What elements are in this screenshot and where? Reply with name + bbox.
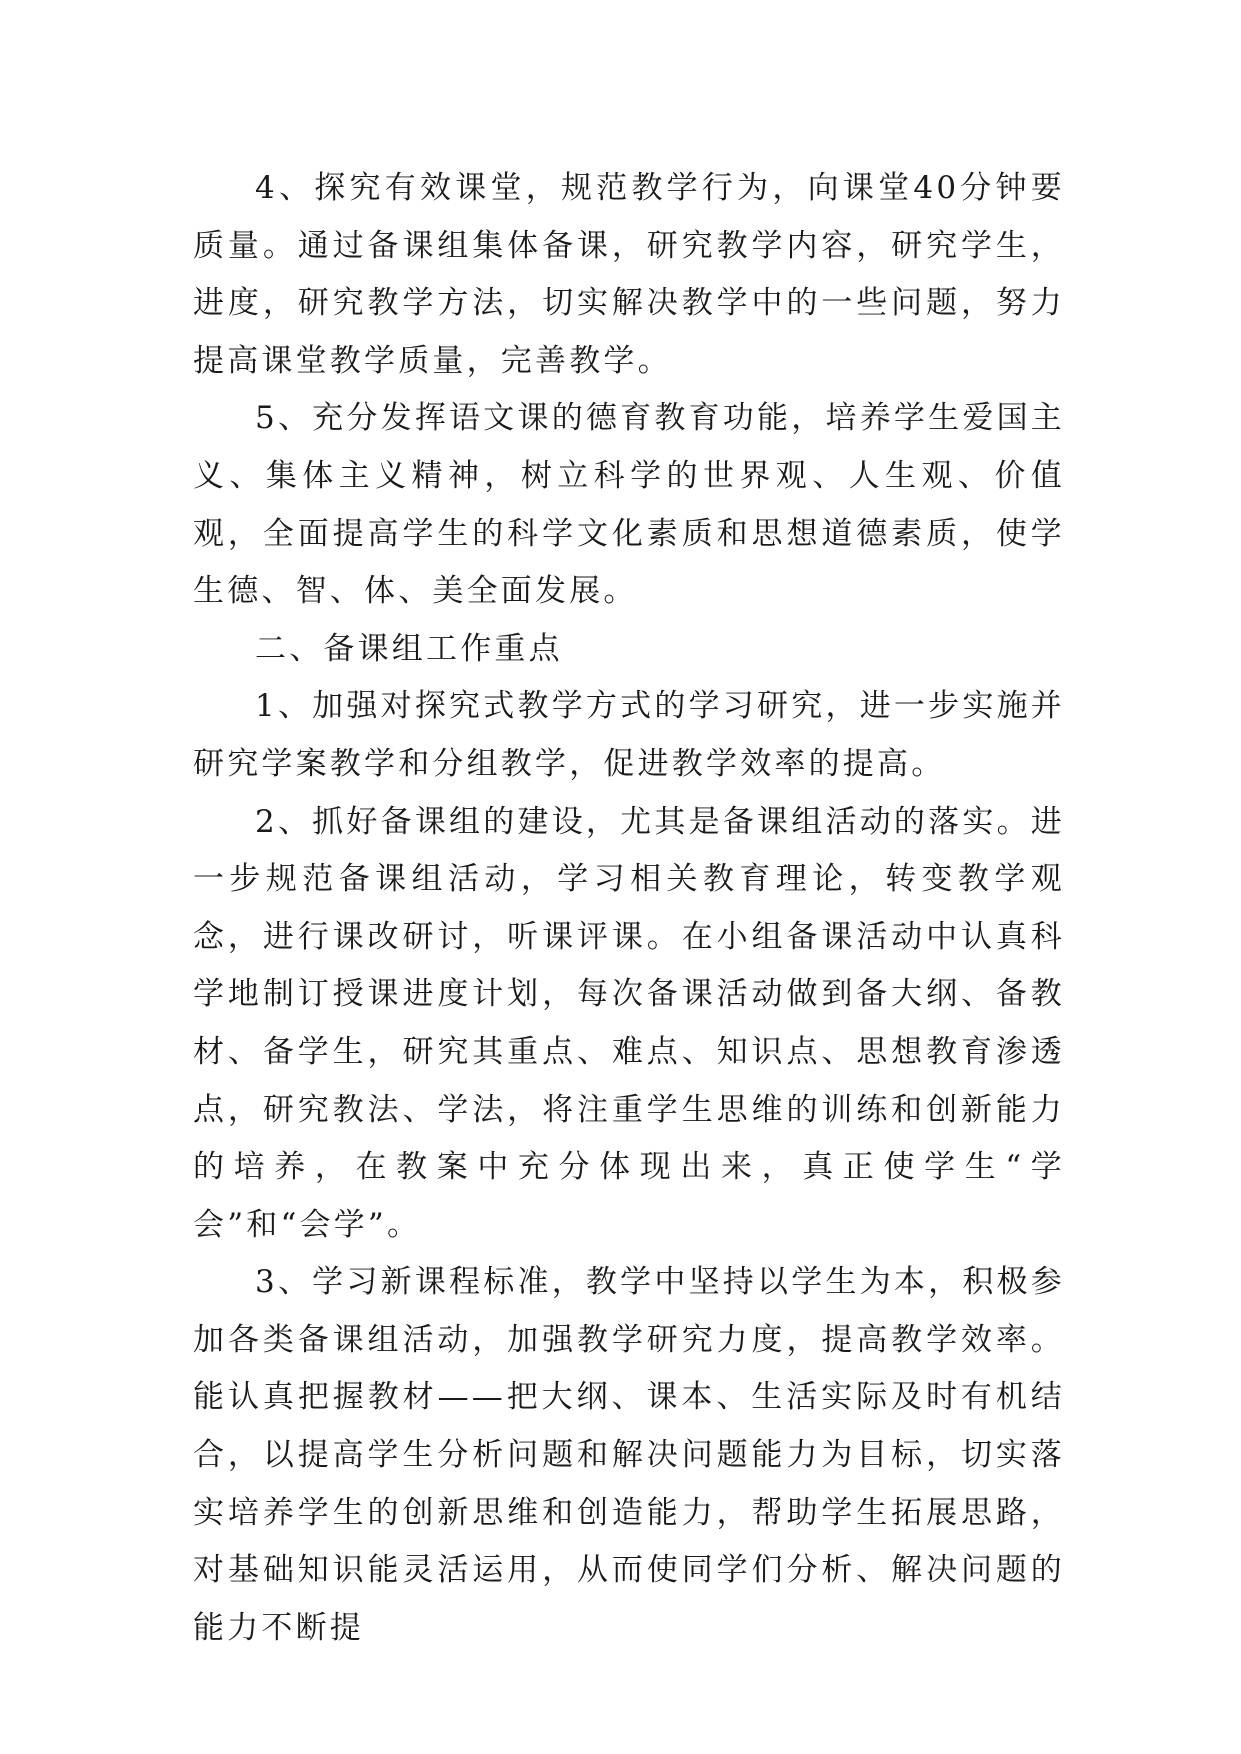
- paragraph-item-4: 4、探究有效课堂，规范教学行为，向课堂40分钟要质量。通过备课组集体备课，研究教学内容，研究学生，进度，研究教学方法，切实解决教学中的一些问题，努力提高课堂教学质量，完善教学。: [193, 170, 1065, 379]
- section-heading: 二、备课组工作重点: [255, 630, 563, 667]
- paragraph-item-2: 2、抓好备课组的建设，尤其是备课组活动的落实。进一步规范备课组活动，学习相关教育理论，转变教学观念，进行课改研讨，听课评课。在小组备课活动中认真科学地制订授课进度计划，每次备课活动做到备大纲、备教材、备学生，研究其重点、难点、知识点、思想教育渗透点，研究教法、学法，将注重学生思维的训练和创新能力的培养，在教案中充分体现出来，真正使学生“学会”和“会学”。: [193, 803, 1065, 1243]
- paragraph-item-3: 3、学习新课程标准，教学中坚持以学生为本，积极参加各类备课组活动，加强教学研究力度，提高教学效率。能认真把握教材——把大纲、课本、生活实际及时有机结合，以提高学生分析问题和解决问题能力为目标，切实落实培养学生的创新思维和创造能力，帮助学生拓展思路，对基础知识能灵活运用，从而使同学们分析、解决问题的能力不断提: [193, 1264, 1065, 1646]
- paragraph-item-5: 5、充分发挥语文课的德育教育功能，培养学生爱国主义、集体主义精神，树立科学的世界观、人生观、价值观，全面提高学生的科学文化素质和思想道德素质，使学生德、智、体、美全面发展。: [193, 400, 1065, 610]
- paragraph-item-1: 1、加强对探究式教学方式的学习研究，进一步实施并研究学案教学和分组教学，促进教学效率的提高。: [193, 688, 1065, 782]
- document-body: [193, 160, 1065, 1657]
